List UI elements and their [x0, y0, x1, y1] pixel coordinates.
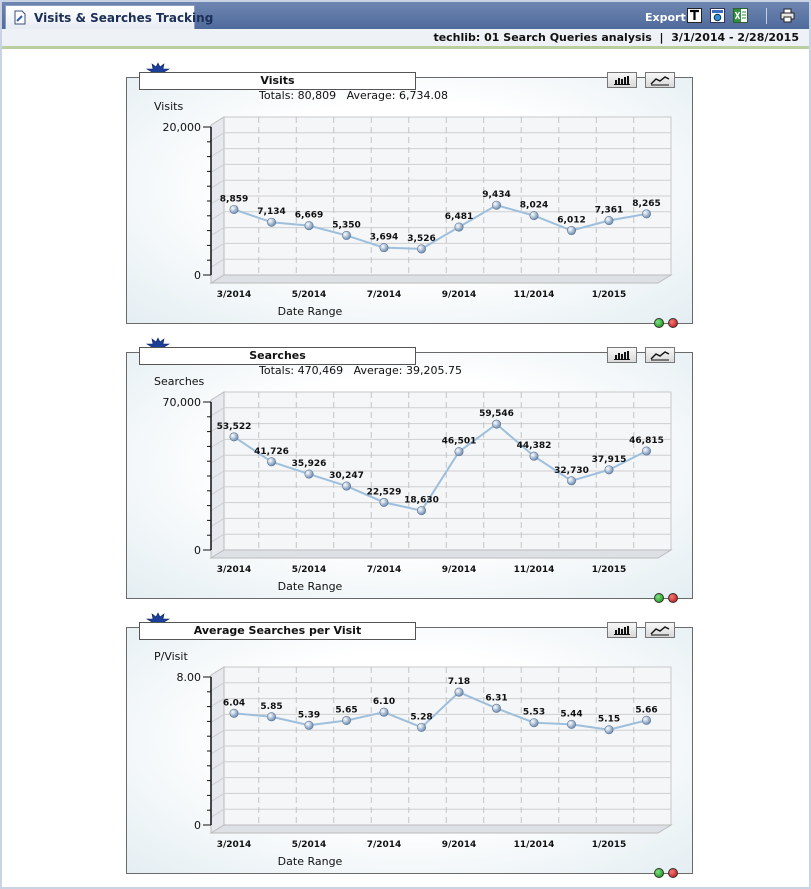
data-label: 44,382 — [516, 441, 552, 452]
searches-line-chart — [127, 353, 692, 598]
status-green-dot — [654, 318, 664, 328]
plot-floor — [211, 825, 671, 833]
tab-title: Visits & Searches Tracking — [34, 11, 214, 25]
data-point — [267, 458, 275, 466]
data-point — [530, 211, 538, 219]
data-label: 9,434 — [482, 190, 511, 201]
y-axis-label: Visits — [154, 100, 184, 113]
avg-searches-chart-panel — [126, 624, 693, 874]
status-red-dot — [668, 593, 678, 603]
data-point — [305, 721, 313, 729]
plot-floor — [211, 275, 671, 283]
data-point — [267, 713, 275, 721]
data-point — [530, 718, 538, 726]
y-tick-label: 0 — [194, 269, 201, 282]
x-axis-label: Date Range — [277, 305, 343, 318]
y-tick-label: 8.00 — [176, 671, 201, 684]
x-tick-label: 3/2014 — [216, 290, 252, 300]
data-label: 7,361 — [594, 205, 624, 216]
y-tick-label: 20,000 — [162, 121, 201, 134]
data-label: 5.53 — [522, 707, 546, 718]
data-label: 8,859 — [219, 194, 249, 205]
text-export-icon[interactable] — [687, 8, 702, 23]
data-point — [530, 452, 538, 460]
chart-totals: Totals: 470,469 Average: 39,205.75 — [259, 364, 462, 377]
x-tick-label: 7/2014 — [366, 565, 402, 575]
searches-chart-panel — [126, 349, 693, 599]
data-point — [642, 716, 650, 724]
data-point — [567, 226, 575, 234]
data-point — [567, 720, 575, 728]
visits-chart-panel — [126, 74, 693, 324]
data-label: 3,526 — [407, 233, 436, 244]
data-point — [455, 688, 463, 696]
data-label: 18,630 — [404, 495, 439, 506]
data-label: 6,669 — [294, 210, 324, 221]
x-tick-label: 5/2014 — [291, 290, 327, 300]
data-point — [342, 482, 350, 490]
x-tick-label: 9/2014 — [441, 840, 477, 850]
data-point — [605, 466, 613, 474]
x-axis-label: Date Range — [277, 855, 343, 868]
data-point — [417, 245, 425, 253]
data-point — [492, 704, 500, 712]
status-red-dot — [668, 318, 678, 328]
data-label: 6.10 — [372, 697, 396, 708]
data-label: 35,926 — [291, 459, 327, 470]
data-point — [492, 201, 500, 209]
sub-header — [2, 29, 809, 49]
data-point — [642, 447, 650, 455]
x-tick-label: 7/2014 — [366, 290, 402, 300]
data-point — [380, 498, 388, 506]
data-point — [380, 243, 388, 251]
report-subtitle: techlib: 01 Search Queries analysis | 3/1/2014 - 2/28/2015 — [433, 31, 799, 44]
data-label: 7.18 — [447, 677, 471, 688]
status-red-dot — [668, 868, 678, 878]
data-point — [380, 708, 388, 716]
y-tick-label: 0 — [194, 544, 201, 557]
data-point — [605, 726, 613, 734]
data-label: 5,350 — [332, 220, 361, 231]
x-tick-label: 5/2014 — [291, 840, 327, 850]
top-bar — [2, 2, 809, 29]
data-label: 3,694 — [369, 232, 399, 243]
data-point — [305, 221, 313, 229]
x-tick-label: 3/2014 — [216, 840, 252, 850]
x-tick-label: 11/2014 — [513, 290, 555, 300]
html-export-icon[interactable] — [710, 8, 725, 23]
data-label: 5.66 — [635, 705, 658, 716]
data-label: 59,546 — [479, 409, 514, 420]
chart-title: Average Searches per Visit — [139, 622, 416, 640]
data-point — [605, 216, 613, 224]
x-tick-label: 9/2014 — [441, 565, 477, 575]
x-tick-label: 3/2014 — [216, 565, 252, 575]
x-tick-label: 9/2014 — [441, 290, 477, 300]
x-tick-label: 11/2014 — [513, 840, 555, 850]
data-label: 6,012 — [557, 215, 586, 226]
x-tick-label: 7/2014 — [366, 840, 402, 850]
visits-line-chart — [127, 78, 692, 323]
data-point — [230, 433, 238, 441]
data-label: 53,522 — [216, 421, 252, 432]
data-label: 5.44 — [560, 709, 583, 720]
print-icon[interactable] — [780, 8, 795, 23]
toolbar-separator — [766, 8, 767, 24]
x-tick-label: 11/2014 — [513, 565, 555, 575]
data-label: 5.28 — [410, 712, 433, 723]
data-label: 46,501 — [441, 436, 477, 447]
data-label: 6.04 — [222, 698, 246, 709]
data-point — [267, 218, 275, 226]
data-point — [492, 420, 500, 428]
y-tick-label: 0 — [194, 819, 201, 832]
data-point — [417, 506, 425, 514]
y-axis-label: P/Visit — [154, 650, 188, 663]
x-tick-label: 1/2015 — [591, 840, 627, 850]
data-point — [455, 447, 463, 455]
plot-floor — [211, 550, 671, 558]
data-label: 5.39 — [297, 710, 321, 721]
data-label: 5.85 — [260, 701, 283, 712]
data-point — [417, 723, 425, 731]
data-label: 37,915 — [591, 454, 627, 465]
data-label: 32,730 — [554, 465, 589, 476]
data-label: 8,265 — [632, 198, 661, 209]
data-point — [455, 223, 463, 231]
data-point — [642, 210, 650, 218]
data-label: 5.15 — [597, 714, 621, 725]
status-green-dot — [654, 593, 664, 603]
avg-searches-line-chart — [127, 628, 692, 873]
data-point — [305, 470, 313, 478]
data-label: 5.65 — [335, 705, 358, 716]
chart-title: Visits — [139, 72, 416, 90]
status-green-dot — [654, 868, 664, 878]
x-axis-label: Date Range — [277, 580, 343, 593]
chart-totals: Totals: 80,809 Average: 6,734.08 — [259, 89, 448, 102]
export-label: Export — [645, 11, 686, 24]
x-tick-label: 1/2015 — [591, 565, 627, 575]
data-point — [230, 709, 238, 717]
y-tick-label: 70,000 — [162, 396, 201, 409]
data-point — [567, 477, 575, 485]
excel-export-icon[interactable] — [733, 8, 748, 23]
document-icon — [14, 10, 26, 25]
x-tick-label: 1/2015 — [591, 290, 627, 300]
data-label: 6.31 — [485, 693, 508, 704]
data-label: 41,726 — [254, 446, 289, 457]
data-point — [342, 231, 350, 239]
data-label: 30,247 — [329, 471, 364, 482]
tab-visits-searches[interactable] — [5, 5, 214, 30]
data-label: 7,134 — [257, 207, 286, 218]
data-point — [342, 716, 350, 724]
data-label: 6,481 — [444, 212, 474, 223]
data-label: 8,024 — [519, 200, 549, 211]
y-axis-label: Searches — [154, 375, 205, 388]
chart-title: Searches — [139, 347, 416, 365]
x-tick-label: 5/2014 — [291, 565, 327, 575]
data-label: 46,815 — [629, 436, 664, 447]
data-point — [230, 205, 238, 213]
data-label: 22,529 — [366, 487, 402, 498]
